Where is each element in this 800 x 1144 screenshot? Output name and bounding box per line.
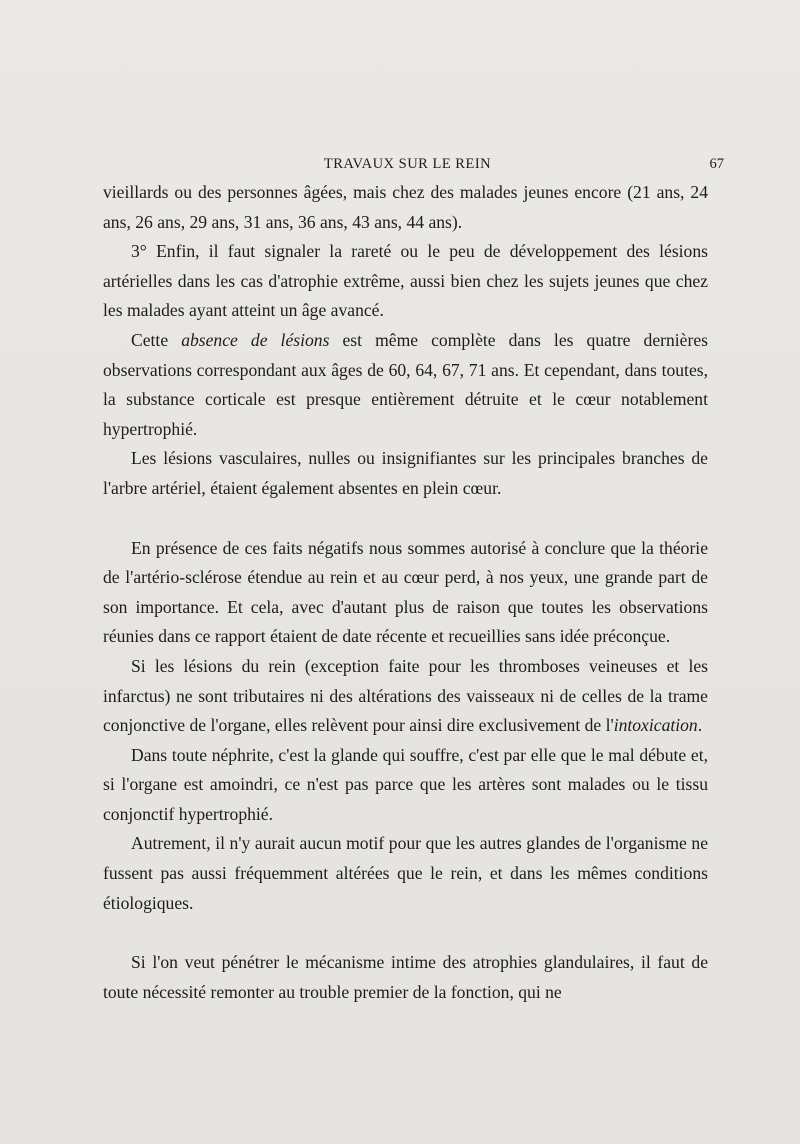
paragraph: En présence de ces faits négatifs nous sommes autorisé à conclure que la théorie de l'artério-sclérose étendue au rein et au cœur perd, à nos yeux, une grande part de son importance. Et cela, avec d'autant plus de raison que toutes les observations réunies dans ce rapport étaient de date récente et recueillies sans idée préconçue. (103, 537, 708, 647)
paragraph: Dans toute néphrite, c'est la glande qui souffre, c'est par elle que le mal débute et, si l'organe est amoindri, ce n'est pas parce que les artères sont malades ou le tissu conjonctif hypertrophié. (103, 744, 708, 824)
paragraph: Si l'on veut pénétrer le mécanisme intime des atrophies glandulaires, il faut de toute nécessité remonter au trouble premier de la fonction, qui ne (103, 952, 708, 1002)
running-head (103, 150, 724, 174)
paragraph: Si les lésions du rein (exception faite pour les thromboses veineuses et les infarctus) ne sont tributaires ni des altérations des vaisseaux ni de celles de la trame conjonctive de l'organe, elles relèvent pour ainsi dire exclusivement de l'intoxication. (103, 655, 708, 736)
page-number: 67 (709, 156, 724, 172)
body-text (103, 178, 708, 1007)
paragraph: 3° Enfin, il faut signaler la rareté ou le peu de développement des lésions artérielles dans les cas d'atrophie extrême, aussi bien chez les sujets jeunes que chez les malades ayant atteint un âge avancé. (103, 241, 708, 321)
paragraph: Les lésions vasculaires, nulles ou insignifiantes sur les principales branches de l'arbre artériel, étaient également absentes en plein cœur. (103, 448, 708, 498)
emphasis-text: intoxication (613, 715, 698, 736)
emphasis-text: absence de lésions (181, 329, 330, 350)
paragraph: vieillards ou des personnes âgées, mais chez des malades jeunes encore (21 ans, 24 ans, 26 ans, 29 ans, 31 ans, 36 ans, 43 ans, 44 ans). (103, 182, 708, 232)
paragraph: Cette absence de lésions est même complète dans les quatre dernières observations correspondant aux âges de 60, 64, 67, 71 ans. Et cependant, dans toutes, la substance corticale est presque entièrement détruite et le cœur notablement hypertrophié. (103, 329, 709, 439)
running-title: TRAVAUX SUR LE REIN (323, 156, 492, 172)
paragraph: Autrement, il n'y aurait aucun motif pour que les autres glandes de l'organisme ne fussent pas aussi fréquemment altérées que le rein, et dans les mêmes conditions étiologiques. (103, 833, 708, 913)
